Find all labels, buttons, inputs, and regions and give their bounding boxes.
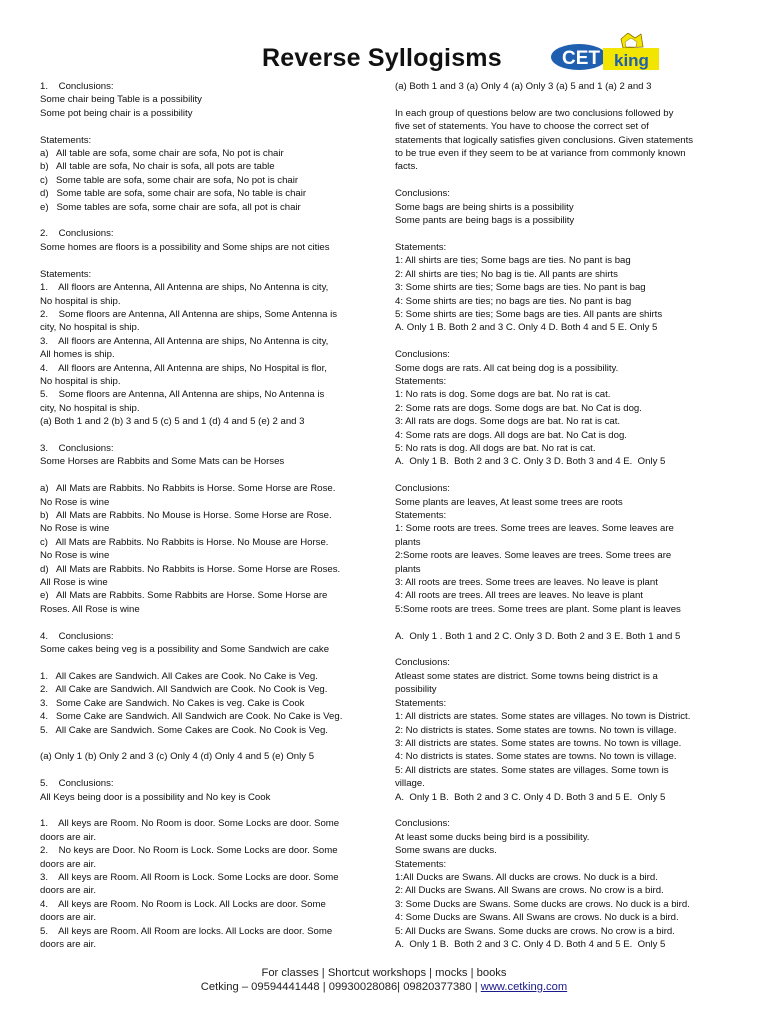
text-line: A. Only 1 B. Both 2 and 3 C. Only 3 D. Both 3 and 4 E. Only 5	[395, 456, 666, 468]
text-line: Conclusions:	[395, 349, 450, 361]
blank-line	[395, 616, 730, 629]
text-line: Statements:	[395, 858, 447, 870]
footer-contacts: Cetking – 09594441448 | 09930028086| 09820377380 |	[200, 981, 481, 993]
text-line: 5. Some floors are Antenna, All Antenna are ships, No Antenna is	[40, 389, 325, 401]
text-line: 4. All floors are Antenna, All Antenna are ships, No Hospital is flor,	[40, 362, 327, 374]
text-line: 3: All rats are dogs. Some dogs are bat. No rat is cat.	[395, 416, 621, 428]
text-line: (a) Only 1 (b) Only 2 and 3 (c) Only 4 (d) Only 4 and 5 (e) Only 5	[40, 751, 315, 763]
text-line: 1: Some roots are trees. Some trees are leaves. Some leaves are	[395, 523, 674, 535]
blank-line	[40, 764, 370, 777]
text-line: Some pants are being bags is a possibility	[395, 215, 575, 227]
text-line: 5:Some roots are trees. Some trees are plant. Some plant is leaves	[395, 603, 681, 615]
text-line: No Rose is wine	[40, 550, 110, 562]
text-line: b) All Mats are Rabbits. No Mouse is Horse. Some Horse are Rose.	[40, 510, 332, 521]
text-line: c) All Mats are Rabbits. No Rabbits is Horse. No Mouse are Horse.	[40, 536, 329, 548]
blank-line	[40, 429, 370, 442]
text-line: 5. Conclusions:	[40, 778, 114, 790]
text-line: 2: All Ducks are Swans. All Swans are crows. No crow is a bird.	[395, 885, 664, 897]
text-line: 4: No districts is states. Some states are towns. No town is village.	[395, 751, 677, 763]
blank-line	[395, 174, 730, 187]
text-line: 2. All Cake are Sandwich. All Sandwich are Cook. No Cook is Veg.	[40, 684, 328, 696]
text-line: 1. All Cakes are Sandwich. All Cakes are Cook. No Cake is Veg.	[40, 670, 318, 682]
text-line: Statements:	[40, 134, 92, 146]
text-line: A. Only 1 . Both 1 and 2 C. Only 3 D. Both 2 and 3 E. Both 1 and 5	[395, 630, 681, 642]
text-line: a) All Mats are Rabbits. No Rabbits is Horse. Some Horse are Rose.	[40, 483, 336, 495]
text-line: Some pot being chair is a possibility	[40, 107, 193, 119]
text-line: No hospital is ship.	[40, 295, 121, 307]
text-line: 4. All keys are Room. No Room is Lock. All Locks are door. Some	[40, 898, 326, 910]
text-line: All Keys being door is a possibility and No key is Cook	[40, 791, 271, 803]
text-line: 3: All districts are states. Some states are towns. No town is village.	[395, 737, 682, 749]
text-line: 2. Conclusions:	[40, 228, 114, 240]
text-line: doors are air.	[40, 858, 96, 870]
text-line: 3. Some Cake are Sandwich. No Cakes is veg. Cake is Cook	[40, 697, 305, 709]
text-line: No Rose is wine	[40, 496, 110, 508]
text-line: 1: All shirts are ties; Some bags are ties. No pant is bag	[395, 255, 631, 267]
text-line: 1: All districts are states. Some states are villages. No town is District.	[395, 711, 691, 723]
blank-line	[395, 804, 730, 817]
text-line: Statements:	[395, 697, 447, 709]
left-column	[40, 80, 370, 951]
text-line: village.	[395, 778, 425, 790]
text-line: possibility	[395, 684, 437, 696]
blank-line	[40, 469, 370, 482]
text-line: 3. All floors are Antenna, All Antenna are ships, No Antenna is city,	[40, 335, 329, 347]
cetking-logo-graphic	[551, 33, 661, 75]
text-line: 5: All Ducks are Swans. Some ducks are crows. No crow is a bird.	[395, 925, 675, 937]
text-line: Conclusions:	[395, 188, 450, 200]
page-title: Reverse Syllogisms	[262, 44, 502, 72]
text-line: 2: Some rats are dogs. Some dogs are bat. No Cat is dog.	[395, 402, 642, 414]
text-line: A. Only 1 B. Both 2 and 3 C. Only 4 D. Both 3 and 5 E. Only 5	[395, 791, 666, 803]
text-line: 4. Some Cake are Sandwich. All Sandwich are Cook. No Cake is Veg.	[40, 711, 343, 723]
blank-line	[40, 254, 370, 267]
blank-line	[395, 335, 730, 348]
text-line: city, No hospital is ship.	[40, 402, 140, 414]
text-line: Statements:	[395, 241, 447, 253]
text-line: 4: All roots are trees. All trees are leaves. No leave is plant	[395, 590, 643, 602]
text-line: doors are air.	[40, 831, 96, 843]
text-line: 4: Some shirts are ties; no bags are ties. No pant is bag	[395, 295, 632, 307]
text-line: 1. All floors are Antenna, All Antenna are ships, No Antenna is city,	[40, 282, 329, 294]
text-line: A. Only 1 B. Both 2 and 3 C. Only 4 D. Both 4 and 5 E. Only 5	[395, 939, 666, 950]
text-line: 1:All Ducks are Swans. All ducks are crows. No duck is a bird.	[395, 871, 658, 883]
blank-line	[395, 643, 730, 656]
cetking-logo	[551, 33, 661, 75]
blank-line	[395, 227, 730, 240]
text-line: Conclusions:	[395, 483, 450, 495]
text-line: Some dogs are rats. All cat being dog is a possibility.	[395, 362, 619, 374]
text-line: 1. All keys are Room. No Room is door. Some Locks are door. Some	[40, 818, 340, 830]
text-line: All Rose is wine	[40, 577, 108, 589]
text-line: Conclusions:	[395, 818, 450, 830]
text-line: 2: No districts is states. Some states are towns. No town is village.	[395, 724, 677, 736]
crown-icon	[621, 33, 643, 48]
logo-text-cet: CET	[562, 48, 600, 69]
text-line: Some plants are leaves, At least some trees are roots	[395, 496, 623, 508]
text-line: city, No hospital is ship.	[40, 322, 140, 334]
text-line: Some bags are being shirts is a possibility	[395, 201, 574, 213]
text-line: 5: No rats is dog. All dogs are bat. No rat is cat.	[395, 442, 596, 454]
text-line: 5: Some shirts are ties; Some bags are ties. All pants are shirts	[395, 308, 663, 320]
footer-line-1: For classes | Shortcut workshops | mocks | books	[261, 967, 507, 979]
text-line: Some swans are ducks.	[395, 845, 497, 857]
text-line: statements that logically satisfies given conclusions. Given statements	[395, 134, 694, 146]
text-line: 3: All roots are trees. Some trees are leaves. No leave is plant	[395, 577, 658, 589]
text-line: Some chair being Table is a possibility	[40, 94, 202, 106]
text-line: Statements:	[395, 510, 447, 521]
text-line: Conclusions:	[395, 657, 450, 669]
blank-line	[40, 616, 370, 629]
text-line: Some cakes being veg is a possibility and Some Sandwich are cake	[40, 644, 330, 656]
text-line: 5. All keys are Room. All Room are locks. All Locks are door. Some	[40, 925, 333, 937]
blank-line	[40, 214, 370, 227]
blank-line	[395, 93, 730, 106]
text-line: No hospital is ship.	[40, 375, 121, 387]
text-line: In each group of questions below are two conclusions followed by	[395, 107, 674, 119]
text-line: 4. Conclusions:	[40, 630, 114, 642]
text-line: doors are air.	[40, 885, 96, 897]
text-line: 1: No rats is dog. Some dogs are bat. No rat is cat.	[395, 389, 611, 401]
text-line: All homes is ship.	[40, 349, 115, 361]
text-line: to be true even if they seem to be at variance from commonly known	[395, 148, 686, 160]
text-line: 3. Conclusions:	[40, 442, 114, 454]
text-line: plants	[395, 563, 421, 575]
blank-line	[40, 804, 370, 817]
text-line: 2:Some roots are leaves. Some leaves are trees. Some trees are	[395, 550, 672, 562]
text-line: (a) Both 1 and 2 (b) 3 and 5 (c) 5 and 1 (d) 4 and 5 (e) 2 and 3	[40, 416, 305, 428]
text-line: Some Horses are Rabbits and Some Mats can be Horses	[40, 456, 285, 468]
right-column	[395, 80, 730, 951]
text-line: 1. Conclusions:	[40, 81, 114, 92]
text-line: five set of statements. You have to choose the correct set of	[395, 121, 649, 133]
text-line: a) All table are sofa, some chair are sofa, No pot is chair	[40, 148, 284, 160]
text-line: e) All Mats are Rabbits. Some Rabbits are Horse. Some Horse are	[40, 590, 328, 602]
text-line: doors are air.	[40, 912, 96, 924]
blank-line	[40, 120, 370, 133]
text-line: b) All table are sofa, No chair is sofa, all pots are table	[40, 161, 275, 173]
text-line: Some homes are floors is a possibility and Some ships are not cities	[40, 241, 330, 253]
text-line: plants	[395, 536, 421, 548]
text-line: 5. All Cake are Sandwich. Some Cakes are Cook. No Cook is Veg.	[40, 724, 328, 736]
text-line: Atleast some states are district. Some towns being district is a	[395, 670, 658, 682]
footer-website-link[interactable]: www.cetking.com	[480, 981, 568, 993]
text-line: No Rose is wine	[40, 523, 110, 535]
logo-text-king: king	[614, 51, 649, 70]
text-line: c) Some table are sofa, some chair are sofa, No pot is chair	[40, 174, 299, 186]
text-line: 4: Some Ducks are Swans. All Swans are crows. No duck is a bird.	[395, 912, 679, 924]
blank-line	[40, 737, 370, 750]
text-line: 3: Some shirts are ties; Some bags are ties. No pant is bag	[395, 282, 646, 294]
text-line: e) Some tables are sofa, some chair are sofa, all pot is chair	[40, 201, 301, 213]
text-line: d) Some table are sofa, some chair are sofa, No table is chair	[40, 188, 307, 200]
text-line: (a) Both 1 and 3 (a) Only 4 (a) Only 3 (a) 5 and 1 (a) 2 and 3	[395, 81, 652, 92]
blank-line	[40, 656, 370, 669]
blank-line	[395, 469, 730, 482]
footer-line-2	[0, 981, 768, 993]
text-line: Statements:	[40, 268, 92, 280]
text-line: facts.	[395, 161, 418, 173]
text-line: Roses. All Rose is wine	[40, 603, 140, 615]
text-line: 3. All keys are Room. All Room is Lock. Some Locks are door. Some	[40, 871, 339, 883]
text-line: A. Only 1 B. Both 2 and 3 C. Only 4 D. Both 4 and 5 E. Only 5	[395, 322, 658, 334]
text-line: At least some ducks being bird is a possibility.	[395, 831, 590, 843]
text-line: doors are air.	[40, 939, 96, 950]
text-line: d) All Mats are Rabbits. No Rabbits is Horse. Some Horse are Roses.	[40, 563, 341, 575]
text-line: 5: All districts are states. Some states are villages. Some town is	[395, 764, 669, 776]
text-line: 2. Some floors are Antenna, All Antenna are ships, Some Antenna is	[40, 308, 338, 320]
text-line: 2. No keys are Door. No Room is Lock. Some Locks are door. Some	[40, 845, 338, 857]
text-line: 4: Some rats are dogs. All dogs are bat. No Cat is dog.	[395, 429, 627, 441]
text-line: Statements:	[395, 375, 447, 387]
text-line: 3: Some Ducks are Swans. Some ducks are crows. No duck is a bird.	[395, 898, 690, 910]
text-line: 2: All shirts are ties; No bag is tie. All pants are shirts	[395, 268, 618, 280]
